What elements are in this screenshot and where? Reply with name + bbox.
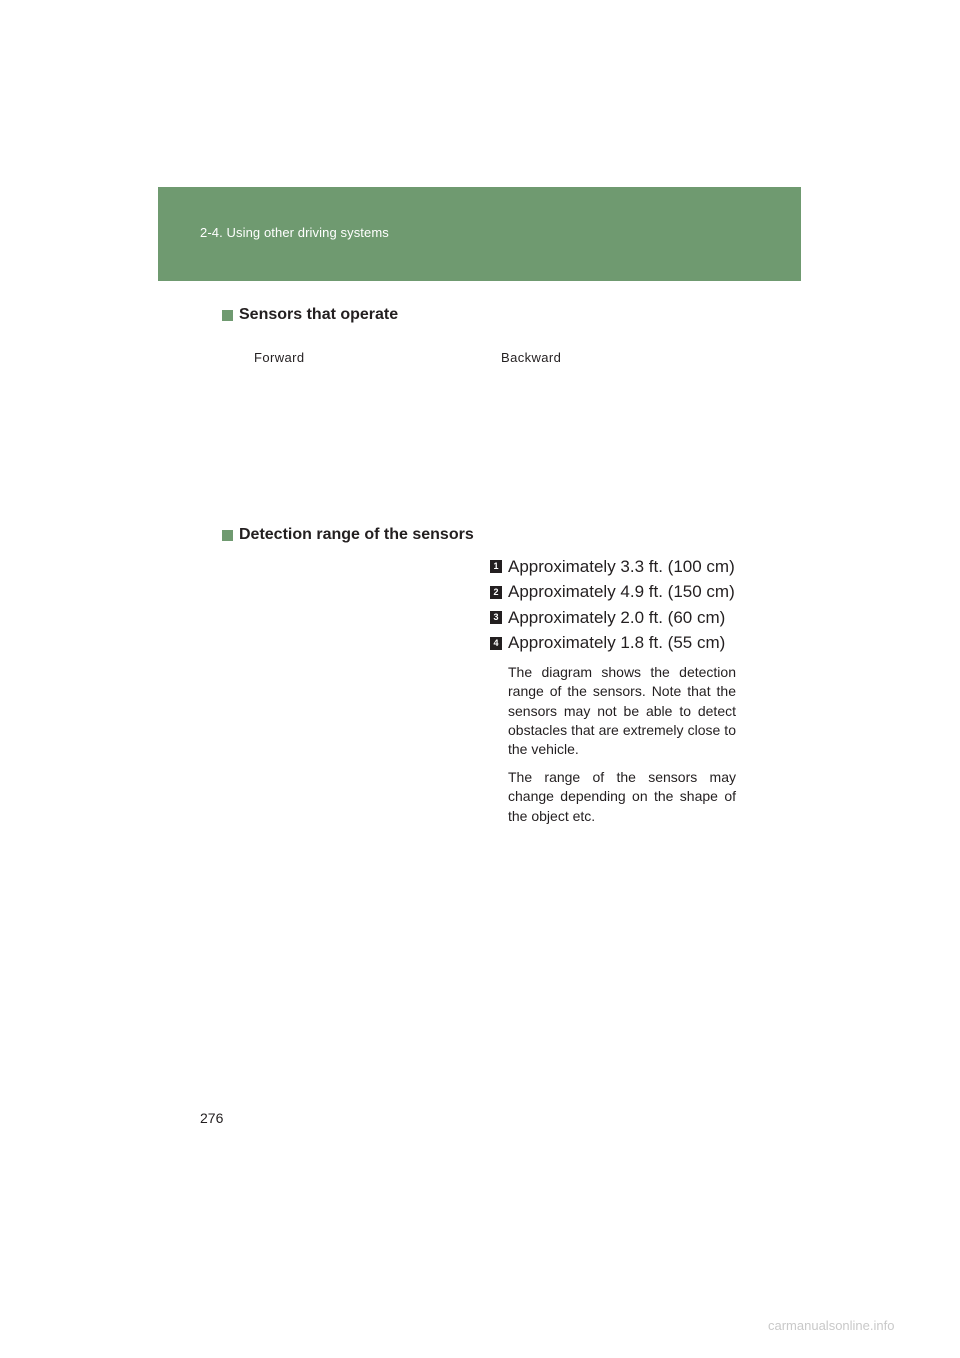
number-2-icon: 2 bbox=[490, 586, 502, 599]
range-text: Approximately 3.3 ft. (100 cm) bbox=[508, 556, 735, 576]
sensors-heading-text: Sensors that operate bbox=[239, 306, 399, 323]
detection-note-2: The range of the sensors may change depending on the shape of the object etc. bbox=[508, 769, 736, 824]
list-item bbox=[490, 580, 760, 606]
square-bullet-icon bbox=[222, 530, 233, 541]
detection-range-list bbox=[490, 554, 760, 656]
detection-heading bbox=[222, 526, 474, 544]
page-number: 276 bbox=[200, 1110, 224, 1126]
range-text: Approximately 4.9 ft. (150 cm) bbox=[508, 582, 735, 602]
number-1-icon: 1 bbox=[490, 560, 502, 573]
range-text: Approximately 2.0 ft. (60 cm) bbox=[508, 607, 726, 627]
section-header bbox=[158, 187, 801, 281]
list-item bbox=[490, 631, 760, 657]
backward-label: Backward bbox=[501, 350, 562, 365]
forward-label: Forward bbox=[254, 350, 305, 365]
detection-heading-text: Detection range of the sensors bbox=[239, 526, 474, 543]
number-4-icon: 4 bbox=[490, 637, 502, 650]
list-item bbox=[490, 605, 760, 631]
detection-note-1: The diagram shows the detection range of the sensors. Note that the sensors may not be able to detect obstacles that are extremely close to the vehicle. bbox=[508, 664, 736, 758]
range-text: Approximately 1.8 ft. (55 cm) bbox=[508, 633, 726, 653]
number-3-icon: 3 bbox=[490, 611, 502, 624]
list-item bbox=[490, 554, 760, 580]
section-title: 2-4. Using other driving systems bbox=[200, 225, 389, 240]
sensors-heading bbox=[222, 306, 398, 324]
watermark: carmanualsonline.info bbox=[768, 1318, 895, 1333]
square-bullet-icon bbox=[222, 310, 233, 321]
